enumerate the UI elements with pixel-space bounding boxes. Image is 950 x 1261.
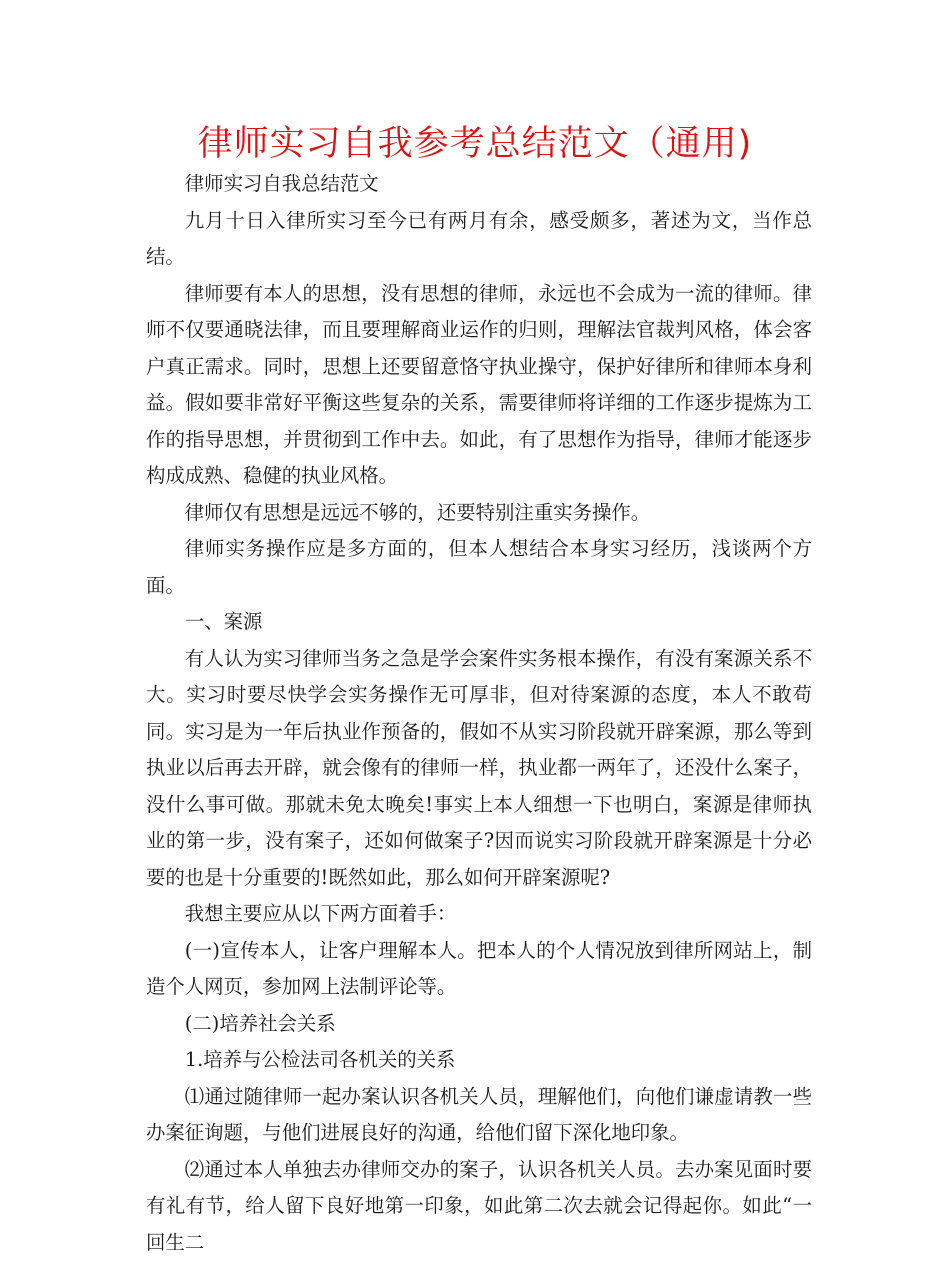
document-title: 律师实习自我参考总结范文（通用) xyxy=(0,122,950,166)
body-paragraph: ⑵通过本人单独去办律师交办的案子，认识各机关人员。去办案见面时要有礼有节，给人留下良好地第一印象，如此第二次去就会记得起你。如此“一回生二 xyxy=(146,1152,812,1261)
subsection-heading: 1.培养与公检法司各机关的关系 xyxy=(146,1042,812,1079)
body-paragraph: (一)宣传本人，让客户理解本人。把本人的个人情况放到律所网站上，制造个人网页，参加网上法制评论等。 xyxy=(146,933,812,1006)
body-paragraph: 律师要有本人的思想，没有思想的律师，永远也不会成为一流的律师。律师不仅要通晓法律，而且要理解商业运作的归则，理解法官裁判风格，体会客户真正需求。同时，思想上还要留意恪守执业操守，保护好律所和律师本身利益。假如要非常好平衡这些复杂的关系，需要律师将详细的工作逐步提炼为工作的指导思想，并贯彻到工作中去。如此，有了思想作为指导，律师才能逐步构成成熟、稳健的执业风格。 xyxy=(146,276,812,495)
document-body xyxy=(146,166,812,1261)
body-paragraph: 有人认为实习律师当务之急是学会案件实务根本操作，有没有案源关系不大。实习时要尽快学会实务操作无可厚非，但对待案源的态度，本人不敢苟同。实习是为一年后执业作预备的，假如不从实习阶段就开辟案源，那么等到执业以后再去开辟，就会像有的律师一样，执业都一两年了，还没什么案子，没什么事可做。那就未免太晚矣!事实上本人细想一下也明白，案源是律师执业的第一步，没有案子，还如何做案子?因而说实习阶段就开辟案源是十分必要的也是十分重要的!既然如此，那么如何开辟案源呢? xyxy=(146,641,812,897)
section-heading: 一、案源 xyxy=(146,604,812,641)
subsection-heading: (二)培养社会关系 xyxy=(146,1006,812,1043)
body-paragraph: ⑴通过随律师一起办案认识各机关人员，理解他们，向他们谦虚请教一些办案征询题，与他们进展良好的沟通，给他们留下深化地印象。 xyxy=(146,1079,812,1152)
body-paragraph: 我想主要应从以下两方面着手： xyxy=(146,896,812,933)
body-paragraph: 九月十日入律所实习至今已有两月有余，感受颇多，著述为文，当作总结。 xyxy=(146,203,812,276)
body-paragraph: 律师实务操作应是多方面的，但本人想结合本身实习经历，浅谈两个方面。 xyxy=(146,531,812,604)
subtitle-paragraph: 律师实习自我总结范文 xyxy=(146,166,812,203)
body-paragraph: 律师仅有思想是远远不够的，还要特别注重实务操作。 xyxy=(146,495,812,532)
